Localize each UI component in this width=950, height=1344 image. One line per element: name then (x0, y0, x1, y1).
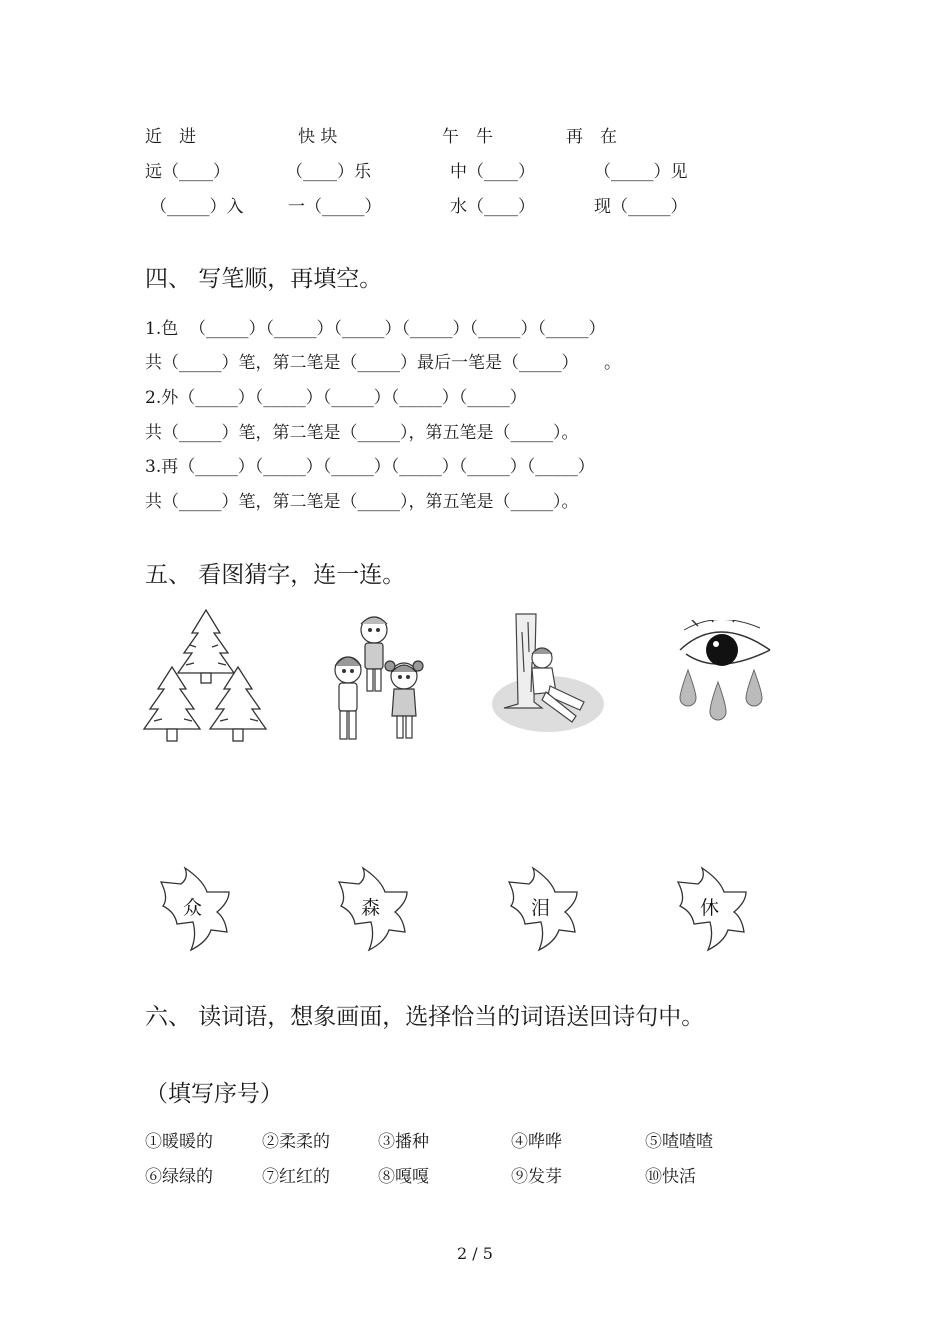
pair-3: 午 牛 (442, 127, 493, 147)
tree-icon (210, 667, 266, 741)
trees-picture (140, 605, 275, 745)
page-number: 2 / 5 (457, 1244, 493, 1263)
stroke-line: 共（_____）笔，第二笔是（_____）最后一笔是（_____） 。 (145, 353, 621, 373)
stroke-line: 3.再（_____）（_____）（_____）（_____）（_____）（_____） (145, 457, 595, 477)
pair-2: 快 块 (298, 127, 338, 147)
teardrop-icon (680, 670, 762, 720)
section-subtitle: （填写序号） (145, 1081, 283, 1107)
word-option: ⑦红红的 (262, 1167, 330, 1187)
stroke-line: 共（_____）笔，第二笔是（_____），第五笔是（_____）。 (145, 492, 579, 512)
pair-1: 近 进 (145, 127, 196, 147)
leaf-character: 森 (361, 897, 381, 919)
word-option: ②柔柔的 (262, 1132, 330, 1152)
leaf-card[interactable] (672, 862, 752, 954)
stroke-line: 1.色 （_____）（_____）（_____）（_____）（_____）（_____） (145, 319, 606, 339)
word-option: ③播种 (378, 1132, 429, 1152)
leaf-character: 泪 (531, 897, 551, 919)
word-option: ⑧嘎嘎 (378, 1167, 429, 1187)
leaf-character: 众 (183, 897, 203, 919)
word-option: ⑤喳喳喳 (645, 1132, 713, 1152)
word-option: ④哗哗 (511, 1132, 562, 1152)
pair-4: 再 在 (566, 127, 617, 147)
fill-blank: （_____）见 (594, 162, 688, 182)
crying-eye-picture (678, 620, 778, 735)
child-figure (385, 661, 423, 738)
children-picture (328, 608, 428, 743)
leaf-character: 休 (700, 897, 720, 919)
child-figure (335, 657, 361, 739)
leaf-card[interactable] (503, 862, 583, 954)
section-title: 五、 看图猜字，连一连。 (145, 562, 406, 588)
pupil (706, 634, 738, 666)
section-title: 六、 读词语，想象画面，选择恰当的词语送回诗句中。 (145, 1004, 705, 1030)
word-option: ⑨发芽 (511, 1167, 562, 1187)
resting-under-tree-picture (490, 612, 605, 737)
fill-blank: 水（____） (450, 197, 535, 217)
leaf-card[interactable] (155, 862, 235, 954)
stroke-line: 2.外（_____）（_____）（_____）（_____）（_____） (145, 388, 527, 408)
fill-blank: 远（____） (145, 162, 230, 182)
fill-blank: （____）乐 (286, 162, 371, 182)
word-option: ⑩快活 (645, 1167, 696, 1187)
fill-blank: （_____）入 (150, 197, 244, 217)
leaf-card[interactable] (333, 862, 413, 954)
section-title: 四、 写笔顺，再填空。 (145, 266, 383, 292)
tree-icon (144, 667, 200, 741)
tree-icon (178, 610, 234, 683)
child-figure (361, 617, 387, 691)
stroke-line: 共（_____）笔，第二笔是（_____），第五笔是（_____）。 (145, 423, 579, 443)
fill-blank: 现（_____） (594, 197, 688, 217)
word-option: ①暖暖的 (145, 1132, 213, 1152)
word-option: ⑥绿绿的 (145, 1167, 213, 1187)
fill-blank: 一（_____） (288, 197, 382, 217)
fill-blank: 中（____） (450, 162, 535, 182)
